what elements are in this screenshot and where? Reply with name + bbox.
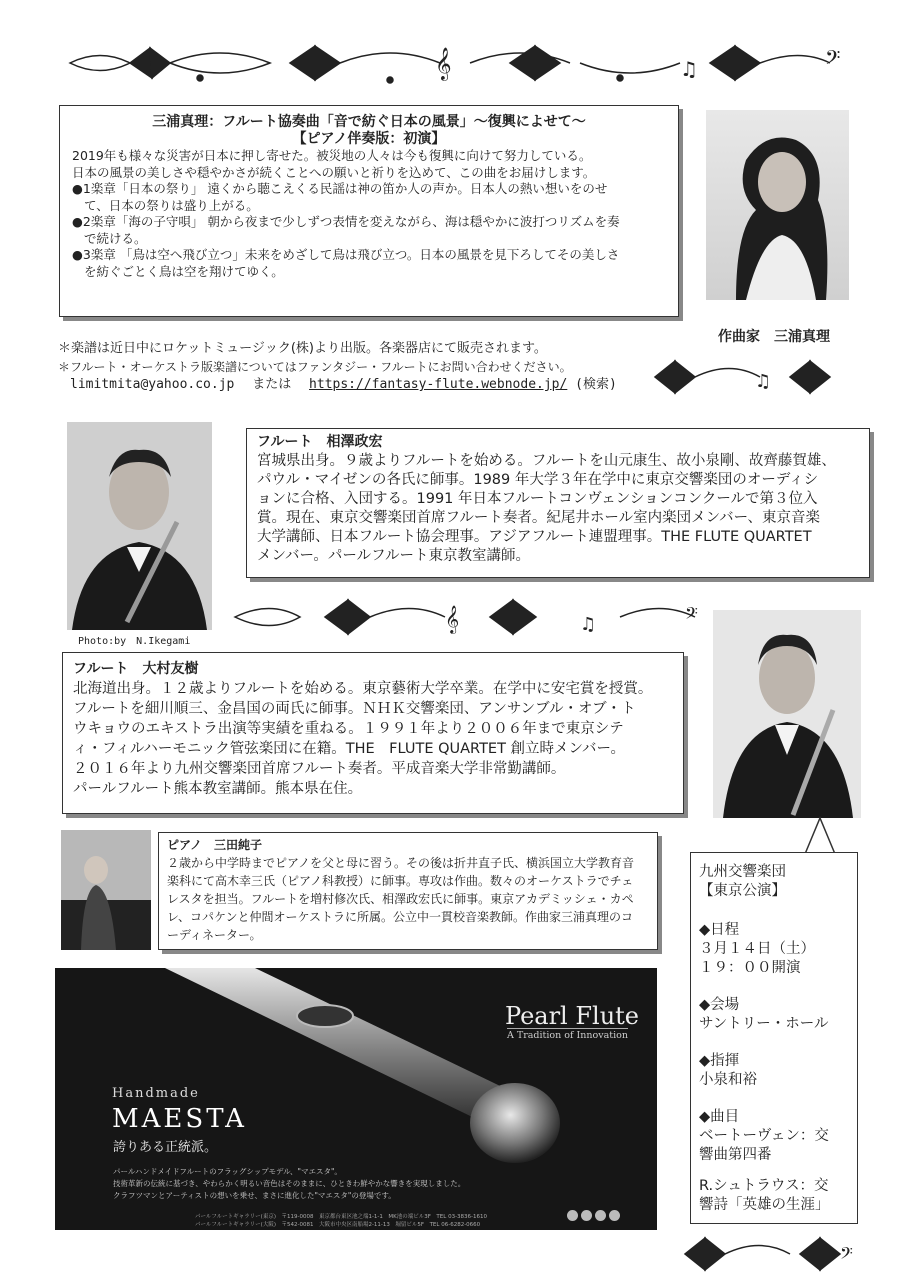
svg-text:𝄢: 𝄢 bbox=[685, 603, 698, 627]
svg-text:♫: ♫ bbox=[755, 371, 772, 392]
movement-3: ●3楽章 「鳥は空へ飛び立つ」未来をめざして鳥は飛び立つ。日本の風景を見下ろしてその美しさ bbox=[72, 247, 620, 262]
ad-copy-2: 技術革新の伝統に基づき、やわらかく明るい音色はそのままに、ひときわ鮮やかな響きを実現しました。 bbox=[113, 1179, 466, 1188]
omura-bio-3: ウキョウのエキストラ出演等実績を重ねる。１９９１年より２００６年まで東京シテ bbox=[73, 721, 624, 737]
twitter-icon[interactable] bbox=[567, 1210, 578, 1221]
contact-search: (検索) bbox=[575, 377, 617, 392]
youtube-icon[interactable] bbox=[609, 1210, 620, 1221]
mita-bio-5: ーディネーター。 bbox=[167, 928, 262, 942]
composition-subtitle: 【ピアノ伴奏版：初演】 bbox=[292, 131, 446, 147]
aizawa-bio-2: パウル・マイゼンの各氏に師事。1989 年大学３年在学中に東京交響楽団のオーディシ bbox=[257, 472, 819, 488]
contact-line bbox=[70, 376, 617, 394]
svg-text:𝄢: 𝄢 bbox=[825, 46, 841, 74]
movement-1: ●1楽章「日本の祭り」 遠くから聴こえくる民謡は神の笛か人の声か。日本人の熱い想いをのせ bbox=[72, 181, 608, 196]
speech-pointer bbox=[800, 816, 840, 856]
mita-bio-box bbox=[158, 832, 658, 950]
svg-text:♫: ♫ bbox=[680, 57, 698, 81]
ad-model: MAESTA bbox=[112, 1104, 247, 1134]
svg-text:𝄞: 𝄞 bbox=[445, 605, 460, 633]
score-note-1: ＊楽譜は近日中にロケットミュージック(株)より出版。各楽器店にて販売されます。 bbox=[58, 341, 547, 356]
score-note-2: ＊フルート・オーケストラ版楽譜についてはファンタジー・フルートにお問い合わせください。 bbox=[58, 360, 572, 374]
contact-url-link[interactable]: https://fantasy-flute.webnode.jp/ bbox=[309, 377, 568, 392]
aizawa-bio-1: 宮城県出身。９歳よりフルートを始める。フルートを山元康生、故小泉剛、故齊藤賀雄、 bbox=[257, 453, 836, 469]
movement-2: ●2楽章「海の子守唄」 朝から夜まで少しずつ表情を変えながら、海は穏やかに波打つリズムを奏 bbox=[72, 214, 620, 229]
mita-bio-4: レ、コパケンと仲間オーケストラに所属。公立中一貫校音楽教師。作曲家三浦真理のコ bbox=[167, 910, 633, 924]
concert-sub: 【東京公演】 bbox=[699, 883, 786, 899]
ribbon-garland-top bbox=[60, 38, 860, 93]
omura-bio-6: パールフルート熊本教室講師。熊本県在住。 bbox=[73, 781, 363, 797]
contact-email[interactable]: limitmita@yahoo.co.jp bbox=[70, 377, 235, 392]
concert-conductor: 小泉和裕 bbox=[699, 1072, 757, 1088]
ad-address-2: パールフルートギャラリー(大阪) 〒542-0081 大阪市中央区南船場2-11-13 堀留ビル5F TEL 06-6282-0660 bbox=[195, 1222, 481, 1228]
composer-caption: 作曲家 三浦真理 bbox=[718, 329, 830, 345]
ad-copy-1: パールハンドメイドフルートのフラッグシップモデル、"マエスタ"。 bbox=[113, 1167, 342, 1176]
pearl-flute-ad bbox=[55, 968, 657, 1230]
mita-bio-1: ２歳から中学時までピアノを父と母に習う。その後は折井直子氏、横浜国立大学教育音 bbox=[167, 856, 635, 870]
contact-or: または bbox=[252, 377, 292, 392]
mita-bio-3: レスタを担当。フルートを増村修次氏、相澤政宏氏に師事。東京アカデミッシェ・カペ bbox=[167, 892, 634, 906]
omura-bio-box bbox=[62, 652, 684, 814]
aizawa-bio-6: メンバー。パールフルート東京教室講師。 bbox=[257, 548, 531, 564]
aizawa-photo-credit: Photo:by N.Ikegami bbox=[78, 636, 191, 647]
omura-bio-5: ２０１６年より九州交響楽団首席フルート奏者。平成音楽大学非常勤講師。 bbox=[73, 761, 566, 777]
ad-copy-3: クラフツマンとアーティストの想いを乗せ、まさに進化した"マエスタ"の登場です。 bbox=[113, 1191, 396, 1200]
concert-date-heading: ◆日程 bbox=[699, 922, 740, 938]
aizawa-heading: フルート 相澤政宏 bbox=[257, 434, 383, 450]
aizawa-photo bbox=[67, 422, 212, 630]
aizawa-bio-3: ョンに合格、入団する。1991 年日本フルートコンヴェンションコンクールで第３位入 bbox=[257, 491, 818, 507]
aizawa-bio-5: 大学講師、日本フルート協会理事。アジアフルート連盟理事。THE FLUTE QUARTET bbox=[257, 529, 812, 545]
aizawa-bio-box bbox=[246, 428, 870, 578]
mita-heading: ピアノ 三田純子 bbox=[167, 838, 263, 852]
composition-box bbox=[59, 105, 679, 317]
program-1a: ベートーヴェン：交 bbox=[699, 1128, 829, 1144]
ad-slogan: 誇りある正統派。 bbox=[113, 1140, 218, 1155]
movement-3-cont: を紡ぐごとく鳥は空を翔けてゆく。 bbox=[84, 263, 284, 279]
facebook-icon[interactable] bbox=[581, 1210, 592, 1221]
ribbon-garland-middle bbox=[230, 592, 710, 642]
concert-info-box bbox=[690, 852, 858, 1224]
composer-portrait-icon bbox=[706, 110, 849, 300]
ad-social-icons bbox=[567, 1210, 620, 1221]
mita-bio-2: 楽科にて高木幸三氏（ピアノ科教授）に師事。専攻は作曲。数々のオーケストラでチェ bbox=[167, 874, 634, 888]
omura-bio-1: 北海道出身。１２歳よりフルートを始める。東京藝術大学卒業。在学中に安宅賞を授賞。 bbox=[73, 681, 653, 697]
composition-intro-1: 2019年も様々な災害が日本に押し寄せた。被災地の人々は今も復興に向けて努力している。 bbox=[72, 148, 592, 163]
concert-venue-heading: ◆会場 bbox=[699, 997, 740, 1013]
svg-text:𝄞: 𝄞 bbox=[435, 47, 452, 80]
concert-conductor-heading: ◆指揮 bbox=[699, 1053, 740, 1069]
aizawa-bio-4: 賞。現在、東京交響楽団首席フルート奏者。紀尾井ホール室内楽団メンバー、東京音楽 bbox=[257, 510, 821, 526]
ad-handmade: Handmade bbox=[112, 1086, 200, 1101]
concert-date: ３月１４日（土） bbox=[699, 941, 815, 957]
composition-title: 三浦真理：フルート協奏曲「音で紡ぐ日本の風景」～復興によせて～ bbox=[152, 114, 586, 130]
concert-program-heading: ◆曲目 bbox=[699, 1109, 740, 1125]
concert-time: １９：００開演 bbox=[699, 960, 801, 976]
movement-2-cont: で続ける。 bbox=[84, 230, 147, 246]
ribbon-garland-bottom bbox=[680, 1232, 865, 1277]
svg-text:𝄢: 𝄢 bbox=[840, 1243, 853, 1267]
ribbon-garland-right bbox=[650, 355, 858, 400]
ad-address-1: パールフルートギャラリー(東京) 〒119-0008 東京都台東区池之端1-1-1 MK池の端ビル3F TEL 03-3836-1610 bbox=[195, 1214, 488, 1220]
ad-tagline: A Tradition of Innovation bbox=[507, 1030, 628, 1041]
mita-photo bbox=[61, 830, 151, 950]
program-1b: 響曲第四番 bbox=[699, 1147, 772, 1163]
movement-1-cont: て、日本の祭りは盛り上がる。 bbox=[84, 197, 259, 213]
omura-heading: フルート 大村友樹 bbox=[73, 661, 199, 677]
concert-org: 九州交響楽団 bbox=[699, 864, 786, 880]
omura-bio-2: フルートを細川順三、金昌国の両氏に師事。ＮＨＫ交響楽団、アンサンブル・オブ・ト bbox=[73, 701, 636, 717]
composer-photo bbox=[706, 110, 849, 300]
composition-intro-2: 日本の風景の美しさや穏やかさが続くことへの願いと祈りを込めて、この曲をお届けします。 bbox=[72, 164, 596, 180]
ad-brand: Pearl Flute bbox=[505, 1002, 639, 1030]
program-2b: 響詩「英雄の生涯」 bbox=[699, 1197, 830, 1213]
concert-venue: サントリー・ホール bbox=[699, 1016, 829, 1032]
omura-bio-4: ィ・フィルハーモニック管弦楽団に在籍。THE FLUTE QUARTET 創立時メンバー。 bbox=[73, 741, 625, 757]
instagram-icon[interactable] bbox=[595, 1210, 606, 1221]
svg-text:♫: ♫ bbox=[580, 614, 597, 635]
program-2a: R.シュトラウス：交 bbox=[699, 1178, 829, 1194]
omura-photo bbox=[713, 610, 861, 818]
